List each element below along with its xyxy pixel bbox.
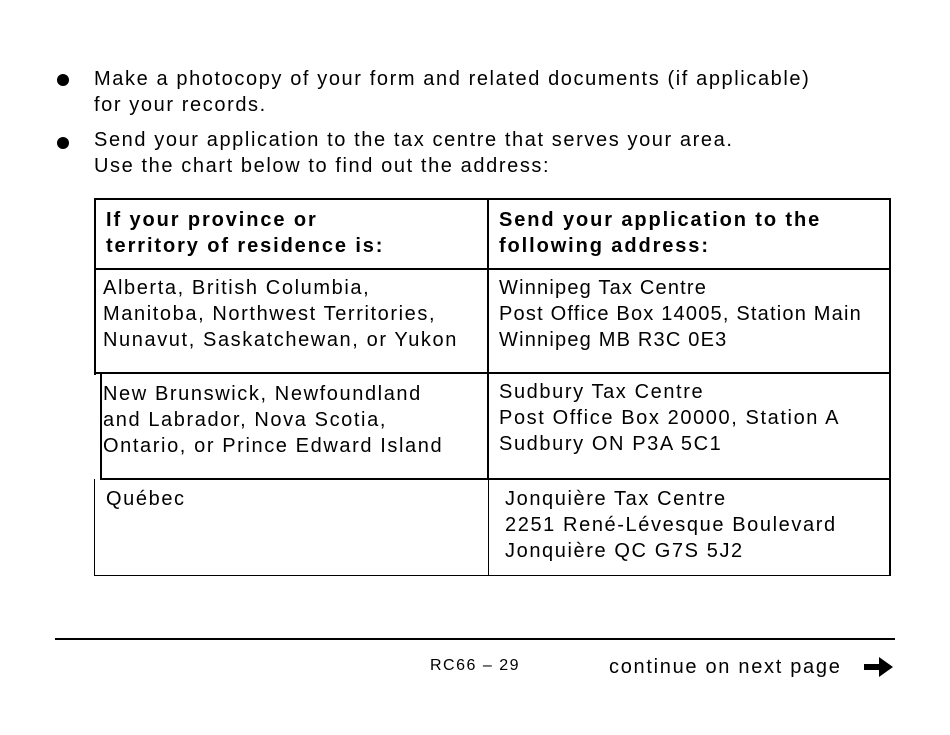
bullet-icon bbox=[57, 137, 69, 149]
table-cell-address: Jonquière Tax Centre 2251 René-Lévesque Boulevard Jonquière QC G7S 5J2 bbox=[505, 488, 837, 562]
table-header-province: If your province or territory of residence is: bbox=[106, 209, 385, 257]
table-border-left bbox=[100, 374, 102, 480]
bullet-line: Make a photocopy of your form and related documents (if applicable) bbox=[94, 68, 811, 90]
bullet-line: for your records. bbox=[94, 94, 267, 116]
table-border-left bbox=[94, 198, 96, 375]
table-cell-provinces: Alberta, British Columbia, Manitoba, Northwest Territories, Nunavut, Saskatchewan, or Yukon bbox=[103, 277, 458, 351]
arrow-right-icon[interactable] bbox=[864, 656, 894, 678]
bullet-icon bbox=[57, 74, 69, 86]
bullet-line: Use the chart below to find out the address: bbox=[94, 155, 551, 177]
table-cell-address: Sudbury Tax Centre Post Office Box 20000, Station A Sudbury ON P3A 5C1 bbox=[499, 381, 841, 455]
table-header-address: Send your application to the following address: bbox=[499, 209, 822, 257]
bullet-line: Send your application to the tax centre that serves your area. bbox=[94, 129, 734, 151]
table-cell-provinces: Québec bbox=[106, 488, 186, 510]
table-border-left bbox=[94, 479, 95, 576]
table-column-divider bbox=[487, 198, 489, 478]
table-header-divider bbox=[94, 268, 891, 270]
table-column-divider bbox=[488, 479, 489, 576]
table-border-top bbox=[94, 198, 891, 200]
bullet-text bbox=[94, 66, 924, 118]
bullet-text bbox=[94, 127, 924, 179]
table-border-bottom bbox=[94, 575, 891, 576]
table-row-divider bbox=[100, 478, 891, 480]
table-cell-provinces: New Brunswick, Newfoundland and Labrador, Nova Scotia, Ontario, or Prince Edward Island bbox=[103, 383, 444, 457]
table-border-right bbox=[889, 198, 891, 576]
footer-rule bbox=[55, 638, 895, 640]
continue-label[interactable]: continue on next page bbox=[609, 656, 842, 678]
table-row-divider bbox=[94, 372, 891, 374]
page-number: RC66 – 29 bbox=[430, 657, 520, 674]
table-cell-address: Winnipeg Tax Centre Post Office Box 14005, Station Main Winnipeg MB R3C 0E3 bbox=[499, 277, 862, 351]
